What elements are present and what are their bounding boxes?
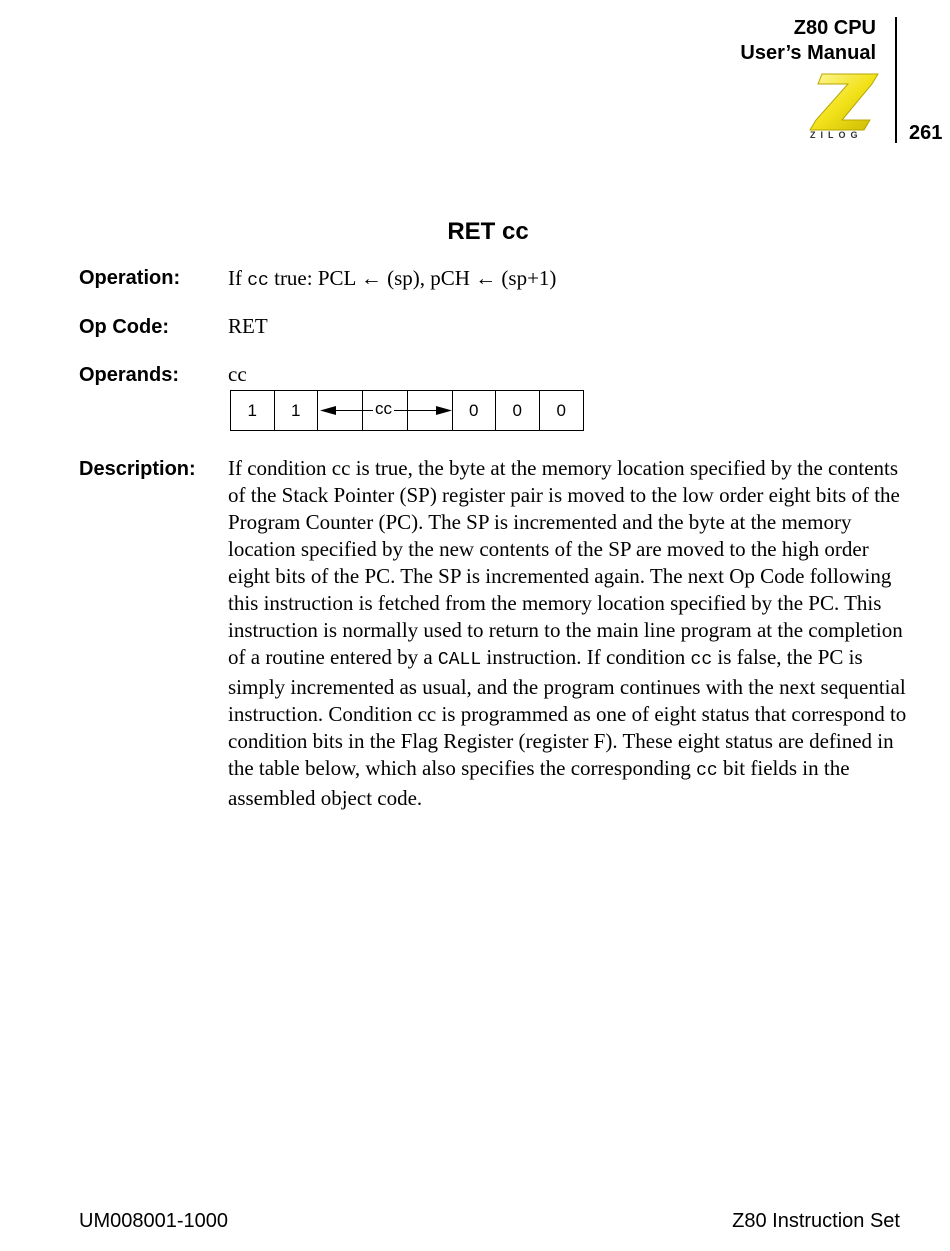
bit-cell: 0	[453, 391, 497, 430]
bit-cell: 0	[556, 400, 567, 420]
footer-doc-id: UM008001-1000	[79, 1210, 228, 1232]
opcode-label: Op Code:	[79, 316, 169, 338]
description-part: bit fields in the assembled object code.	[228, 756, 850, 810]
opcode-value: RET	[228, 314, 268, 338]
description-part: instruction. If condition	[481, 645, 691, 669]
description-label: Description:	[79, 458, 196, 480]
operation-suffix: true: PCL ← (sp), pCH ← (sp+1)	[268, 266, 557, 290]
footer-section: Z80 Instruction Set	[732, 1210, 900, 1232]
operation-value	[228, 266, 556, 291]
description-text	[228, 455, 908, 812]
bit-cell: 1	[231, 391, 275, 430]
manual-title-line2: User’s Manual	[740, 42, 876, 64]
manual-title-line1: Z80 CPU	[793, 17, 876, 39]
logo-wordmark: ZILOG	[810, 130, 863, 140]
operands-value: cc	[228, 362, 247, 386]
bit-cell: 1	[275, 391, 319, 430]
operation-label: Operation:	[79, 267, 181, 289]
call-code: CALL	[437, 650, 482, 670]
cc-code: cc	[690, 650, 713, 670]
operation-prefix: If	[228, 266, 248, 290]
cc-field-label: cc	[375, 399, 393, 418]
bit-cell: 0	[496, 391, 540, 430]
opcode-bit-table	[230, 390, 584, 431]
page-number: 261	[909, 122, 943, 144]
description-part: If condition cc is true, the byte at the memory location specified by the contents of the Stack Pointer (SP) register pair is moved to the low order eight bits of the Program Counter (PC). The SP is incremented and the byte at the memory location specified by the new contents of the SP are moved to the high order eight bits of the PC. The SP is incremented again. The next Op Code following this instruction is fetched from the memory location specified by the PC. This instruction is normally used to return to the main line program at the completion of a routine entered by a	[228, 456, 903, 669]
instruction-title: RET cc	[447, 218, 529, 245]
cc-code: cc	[696, 761, 718, 781]
description-part: is false, the PC is simply incremented as usual, and the program continues with the next sequential instruction. Condition cc is programmed as one of eight status that correspond to condition bits in the Flag Register (register F). These eight status are defined in the table below, which also specifies the corresponding	[228, 645, 907, 780]
cc-bit-field	[318, 391, 452, 430]
operation-cc: cc	[247, 271, 269, 291]
operands-label: Operands:	[79, 364, 180, 386]
header-divider	[895, 17, 897, 143]
manual-title	[740, 16, 876, 66]
